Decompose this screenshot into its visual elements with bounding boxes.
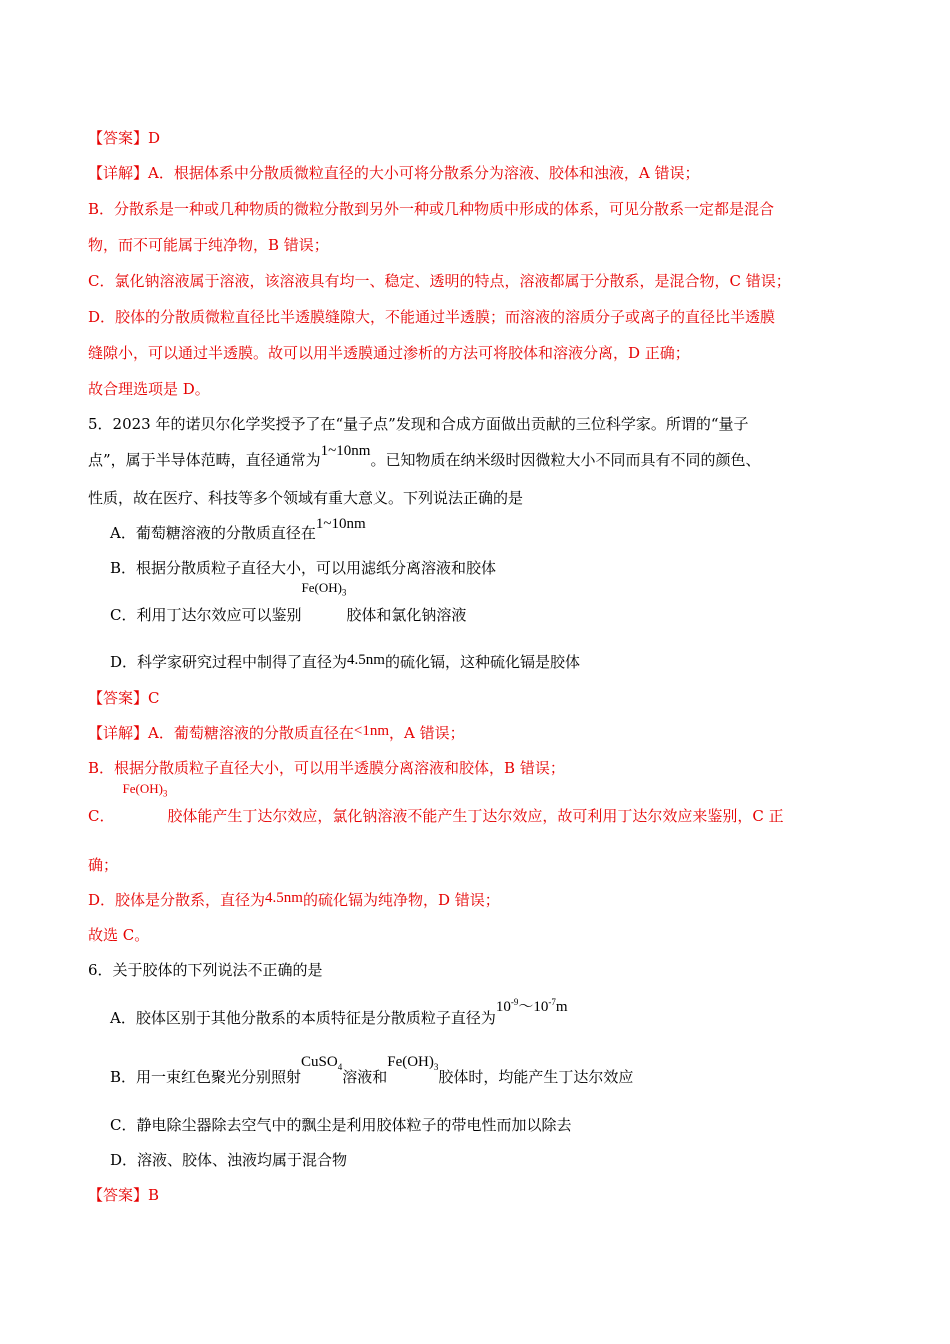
- q5-detail-c-cont: 确；: [88, 856, 119, 874]
- q5-option-c-text-b: 胶体和氯化钠溶液: [346, 606, 467, 624]
- detail-label: 【详解】: [88, 164, 149, 182]
- q6-option-b-formula-cuso4: CuSO$_4$: [301, 1054, 343, 1072]
- q5-detail-end: 故选 C。: [88, 926, 150, 944]
- detail-line-d1: D．胶体的分散质微粒直径比半透膜缝隙大，不能通过半透膜；而溶液的溶质分子或离子的直径比半透膜: [88, 308, 776, 326]
- detail-text: A．根据体系中分散质微粒直径的大小可将分散系分为溶液、胶体和浊液，A 错误；: [148, 164, 700, 182]
- q5-detail-c: C．$Fe(OH)_3$胶体能产生丁达尔效应，氯化钠溶液不能产生丁达尔效应，故可利用丁达尔效应来鉴别，C 正: [88, 781, 784, 825]
- q5-detail-d-formula: 4.5nm: [265, 890, 303, 906]
- q5-detail-label: 【详解】: [88, 724, 149, 742]
- q5-option-c-formula: $Fe(OH)_3$: [301, 580, 347, 598]
- q6-option-b-formula-feoh3: $Fe(OH)_3$: [387, 1054, 439, 1072]
- answer-d: 【答案】D: [88, 129, 161, 147]
- q5-option-d-formula: 4.5nm: [347, 652, 385, 668]
- q5-stem-line3: 性质，故在医疗、科技等多个领域有重大意义。下列说法正确的是: [88, 489, 524, 507]
- q5-option-d: [110, 652, 580, 673]
- detail-line-c: C．氯化钠溶液属于溶液，该溶液具有均一、稳定、透明的特点，溶液都属于分散系，是混合物，C 错误；: [88, 272, 791, 290]
- q6-stem: 6．关于胶体的下列说法不正确的是: [88, 961, 323, 979]
- q5-option-c-text-a: C．利用丁达尔效应可以鉴别: [110, 606, 302, 624]
- q5-option-b: B．根据分散质粒子直径大小，可以用滤纸分离溶液和胶体: [110, 559, 497, 577]
- detail-line-b1: B．分散系是一种或几种物质的微粒分散到另外一种或几种物质中形成的体系，可见分散系一定都是混合: [88, 200, 775, 218]
- q5-stem-line2: [88, 443, 761, 471]
- detail-line-a: [88, 163, 699, 183]
- detail-line-d2: 缝隙小，可以通过半透膜。故可以用半透膜通过渗析的方法可将胶体和溶液分离，D 正确；: [88, 344, 690, 362]
- answer-c: 【答案】C: [88, 689, 160, 707]
- q6-option-d: D．溶液、胶体、浊液均属于混合物: [110, 1151, 348, 1169]
- q6-option-c: C．静电除尘器除去空气中的飘尘是利用胶体粒子的带电性而加以除去: [110, 1116, 572, 1134]
- q5-option-a-formula: 1~10nm: [315, 516, 366, 532]
- q5-stem-line1: 5．2023 年的诺贝尔化学奖授予了在“量子点”发现和合成方面做出贡献的三位科学家。所谓的“量子: [88, 415, 749, 433]
- q5-option-c: [110, 580, 467, 626]
- q5-option-d-text-b: 的硫化镉，这种硫化镉是胶体: [384, 653, 580, 671]
- q5-range-formula: 1~10nm: [320, 443, 371, 459]
- q5-detail-c-formula: $Fe(OH)_3$: [122, 781, 168, 799]
- q5-detail-a: 【详解】A．葡萄糖溶液的分散质直径在<1nm，A 错误；: [88, 723, 465, 742]
- answer-b: 【答案】B: [88, 1186, 160, 1204]
- q5-stem-text-a: 点”，属于半导体范畴，直径通常为: [88, 451, 321, 469]
- q5-stem-text-b: 。已知物质在纳米级时因微粒大小不同而具有不同的颜色、: [370, 451, 761, 469]
- q6-option-a: A．胶体区别于其他分散系的本质特征是分散质粒子直径为$10^{-9}\sim 10^{-7}m$: [110, 997, 568, 1027]
- q5-detail-b: B．根据分散质粒子直径大小，可以用半透膜分离溶液和胶体，B 错误；: [88, 759, 565, 777]
- q5-option-a-text: A．葡萄糖溶液的分散质直径在: [110, 524, 316, 542]
- q5-detail-a-formula: <1nm: [353, 723, 389, 739]
- q5-option-d-text-a: D．科学家研究过程中制得了直径为: [110, 653, 348, 671]
- q6-option-a-formula: $10^{-9}\sim 10^{-7}m$: [495, 997, 568, 1015]
- detail-line-b2: 物，而不可能属于纯净物，B 错误；: [88, 236, 329, 254]
- q5-option-a: [110, 516, 366, 544]
- detail-conclusion: 故合理选项是 D。: [88, 380, 210, 398]
- q5-detail-d: D．胶体是分散系，直径为4.5nm的硫化镉为纯净物，D 错误；: [88, 890, 500, 909]
- q6-option-b: B．用一束红色聚光分别照射CuSO$_4$溶液和$Fe(OH)_3$胶体时，均能产生丁达尔效应: [110, 1054, 634, 1086]
